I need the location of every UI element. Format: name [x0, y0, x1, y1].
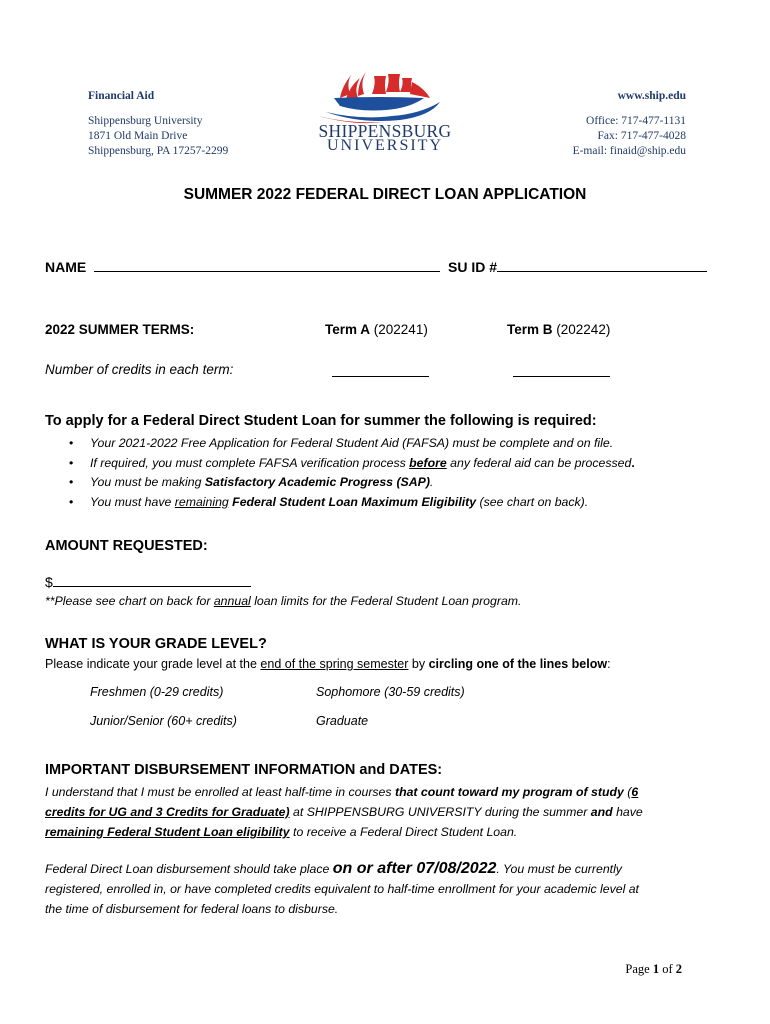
address-block: [88, 114, 228, 159]
website-link[interactable]: www.ship.edu: [617, 90, 686, 102]
disbursement-p1-line-3: [45, 822, 735, 842]
p1-text-e: at SHIPPENSBURG UNIVERSITY during the summer: [289, 805, 591, 819]
requirement-verification-tail: any federal aid can be processed: [446, 455, 632, 470]
emphasis-credits-start: 6: [631, 785, 639, 799]
colon: :: [607, 657, 611, 671]
amount-note: [45, 594, 521, 608]
requirement-verification: [64, 454, 744, 474]
term-a-label: Term A: [325, 322, 371, 337]
p1-text-c: (: [623, 785, 632, 799]
disbursement-p2-line-3: the time of disbursement for federal loans to disburse.: [45, 902, 339, 916]
requirements-list: [64, 434, 744, 512]
address-line-2: 1871 Old Main Drive: [88, 130, 188, 142]
disbursement-date: on or after 07/08/2022: [332, 860, 497, 877]
term-b-label: Term B: [507, 322, 553, 337]
emphasis-credit-requirements: credits for UG and 3 Credits for Graduate): [45, 805, 290, 819]
disbursement-heading: IMPORTANT DISBURSEMENT INFORMATION and DATES:: [45, 762, 443, 778]
ship-logo-icon: [300, 68, 470, 124]
address-line-3: Shippensburg, PA 17257-2299: [88, 145, 229, 157]
term-b-code: (202242): [556, 322, 611, 337]
summer-terms-label: 2022 SUMMER TERMS:: [45, 322, 195, 337]
disbursement-p2-line-2: registered, enrolled in, or have completed credits equivalent to half-time enrollment for your academic level at: [45, 882, 639, 896]
requirement-eligibility: [64, 493, 744, 513]
term-b-header: [507, 322, 610, 337]
page-number: [625, 962, 682, 977]
suid-label: SU ID #: [448, 259, 498, 275]
period: .: [429, 475, 434, 489]
grade-heading: WHAT IS YOUR GRADE LEVEL?: [45, 636, 267, 652]
term-b-credits-field[interactable]: [513, 362, 610, 377]
disbursement-p1-line-2: [45, 802, 735, 822]
office-phone: Office: 717-477-1131: [586, 115, 686, 127]
grade-option-junior-senior[interactable]: Junior/Senior (60+ credits): [90, 714, 237, 728]
fax-number: Fax: 717-477-4028: [597, 130, 686, 142]
grade-option-sophomore[interactable]: Sophomore (30-59 credits): [316, 685, 465, 699]
grade-instructions-mid: by: [408, 657, 429, 671]
logo-wordmark-line-1: SHIPPENSBURG: [318, 121, 452, 141]
grade-option-graduate[interactable]: Graduate: [316, 714, 369, 728]
name-row: [45, 257, 707, 275]
grade-option-freshmen[interactable]: Freshmen (0-29 credits): [90, 685, 224, 699]
requirement-sap: [64, 473, 744, 493]
disbursement-p2-line-1: [45, 859, 735, 879]
emphasis-and: and: [590, 805, 613, 819]
p2-text-c: . You must be currently: [496, 862, 622, 876]
dollar-sign: $: [45, 574, 53, 590]
disbursement-p1-line-1: [45, 782, 735, 802]
credits-label: Number of credits in each term:: [45, 362, 234, 377]
term-a-code: (202241): [373, 322, 428, 337]
amount-note-tail: loan limits for the Federal Student Loan program.: [250, 594, 522, 608]
university-logo: [300, 68, 470, 156]
page-title: SUMMER 2022 FEDERAL DIRECT LOAN APPLICATION: [183, 186, 587, 203]
current-page: 1: [652, 962, 660, 976]
disbursement-paragraph-2: [45, 859, 735, 919]
amount-note-text: **Please see chart on back for: [45, 594, 214, 608]
requirement-verification-text: If required, you must complete FAFSA verification process: [90, 455, 410, 470]
page-of: of: [659, 962, 676, 976]
requirement-sap-text: You must be making: [90, 475, 205, 489]
emphasis-circling: circling one of the lines below: [428, 657, 608, 671]
emphasis-sap: Satisfactory Academic Progress (SAP): [204, 475, 430, 489]
emphasis-remaining-eligibility: remaining Federal Student Loan eligibility: [45, 825, 290, 839]
amount-heading: AMOUNT REQUESTED:: [45, 538, 208, 554]
p1-text-g: have: [612, 805, 643, 819]
requirement-eligibility-tail: (see chart on back).: [476, 494, 589, 509]
p1-text-i: to receive a Federal Direct Student Loan.: [289, 825, 518, 839]
suid-field[interactable]: [497, 257, 707, 272]
logo-wordmark-line-2: UNIVERSITY: [327, 137, 443, 154]
requirement-fafsa-text: Your 2021-2022 Free Application for Federal Student Aid (FAFSA) must be complete and on file.: [90, 436, 614, 450]
grade-instructions: [45, 657, 611, 671]
requirement-eligibility-text: You must have: [90, 494, 175, 509]
disbursement-paragraph-1: [45, 782, 735, 842]
term-a-header: [325, 322, 428, 337]
department-name: Financial Aid: [88, 90, 155, 102]
requirements-heading: To apply for a Federal Direct Student Loan for summer the following is required:: [45, 413, 597, 429]
emphasis-end-of-spring: end of the spring semester: [260, 657, 409, 671]
emphasis-annual: annual: [213, 594, 251, 608]
emphasis-max-eligibility: Federal Student Loan Maximum Eligibility: [228, 494, 477, 509]
emphasis-before: before: [409, 455, 447, 470]
emphasis-remaining: remaining: [174, 494, 229, 509]
period: .: [631, 455, 635, 470]
contact-block: [573, 114, 686, 159]
amount-row: [45, 572, 251, 590]
p1-text-a: I understand that I must be enrolled at least half-time in courses: [45, 785, 395, 799]
page-label: Page: [625, 962, 653, 976]
email-address[interactable]: E-mail: finaid@ship.edu: [572, 145, 686, 157]
term-a-credits-field[interactable]: [332, 362, 429, 377]
emphasis-program-of-study: that count toward my program of study: [394, 785, 624, 799]
amount-field[interactable]: [53, 572, 251, 587]
name-field[interactable]: [94, 257, 440, 272]
name-label: NAME: [45, 259, 87, 275]
p2-text-a: Federal Direct Loan disbursement should take place: [45, 862, 333, 876]
total-pages: 2: [675, 962, 682, 976]
grade-instructions-text: Please indicate your grade level at the: [45, 657, 261, 671]
address-line-1: Shippensburg University: [88, 115, 203, 127]
requirement-fafsa: [64, 434, 744, 454]
